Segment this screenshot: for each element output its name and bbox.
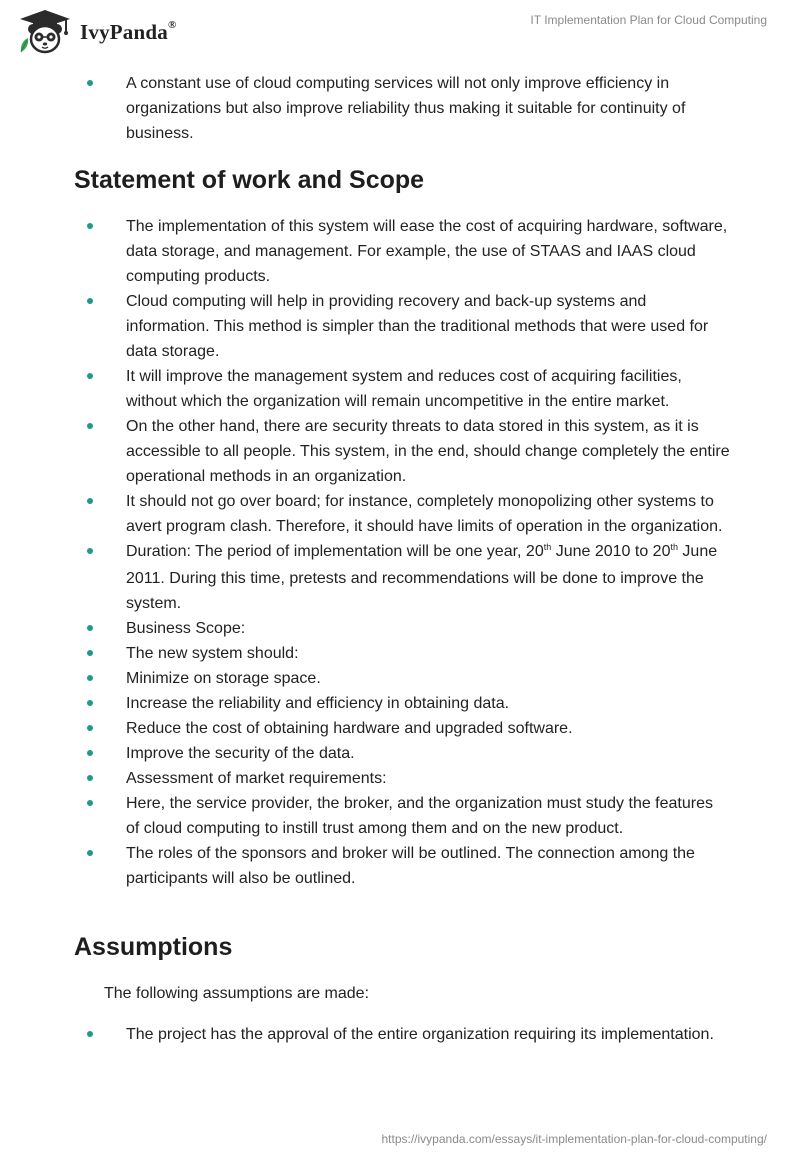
ivypanda-logo[interactable]	[16, 8, 176, 56]
list-item: On the other hand, there are security threats to data stored in this system, as it is accessible to all people. This system, in the end, should change completely the entire operational methods in an organization.	[0, 414, 800, 489]
bullet-dot-icon	[87, 850, 93, 856]
panda-graduate-icon	[16, 8, 74, 56]
list-item: Here, the service provider, the broker, and the organization must study the features of cloud computing to instill trust among them and on the new product.	[0, 791, 800, 841]
bullet-dot-icon	[87, 373, 93, 379]
assumptions-bullet-list	[0, 1022, 800, 1047]
bullet-dot-icon	[87, 725, 93, 731]
bullet-dot-icon	[87, 423, 93, 429]
brand-name: IvyPanda®	[80, 18, 177, 44]
bullet-dot-icon	[87, 800, 93, 806]
list-item: A constant use of cloud computing services will not only improve efficiency in organizations but also improve reliability thus making it suitable for continuity of business.	[0, 71, 800, 146]
list-item: The new system should:	[0, 641, 800, 666]
list-item: Business Scope:	[0, 616, 800, 641]
list-item: It will improve the management system and reduces cost of acquiring facilities, without which the organization will remain uncompetitive in the entire market.	[0, 364, 800, 414]
bullet-dot-icon	[87, 650, 93, 656]
intro-bullet-list	[0, 71, 800, 146]
scope-bullet-list	[0, 214, 800, 891]
list-item: Improve the security of the data.	[0, 741, 800, 766]
list-item: The implementation of this system will ease the cost of acquiring hardware, software, data storage, and management. For example, the use of STAAS and IAAS cloud computing products.	[0, 214, 800, 289]
bullet-dot-icon	[87, 1031, 93, 1037]
bullet-dot-icon	[87, 750, 93, 756]
bullet-dot-icon	[87, 775, 93, 781]
bullet-dot-icon	[87, 548, 93, 554]
bullet-dot-icon	[87, 625, 93, 631]
bullet-dot-icon	[87, 223, 93, 229]
bullet-dot-icon	[87, 498, 93, 504]
assumptions-intro: The following assumptions are made:	[104, 985, 370, 1002]
list-item: Assessment of market requirements:	[0, 766, 800, 791]
document-title: IT Implementation Plan for Cloud Computing	[530, 13, 767, 27]
list-item: Cloud computing will help in providing recovery and back-up systems and information. This method is simpler than the traditional methods that were used for data storage.	[0, 289, 800, 364]
list-item: The roles of the sponsors and broker will be outlined. The connection among the participants will also be outlined.	[0, 841, 800, 891]
bullet-dot-icon	[87, 298, 93, 304]
bullet-dot-icon	[87, 675, 93, 681]
bullet-dot-icon	[87, 80, 93, 86]
list-item: The project has the approval of the entire organization requiring its implementation.	[0, 1022, 800, 1047]
list-item: Minimize on storage space.	[0, 666, 800, 691]
bullet-dot-icon	[87, 700, 93, 706]
list-item: It should not go over board; for instance, completely monopolizing other systems to avert program clash. Therefore, it should have limits of operation in the organization.	[0, 489, 800, 539]
section-heading-assumptions: Assumptions	[74, 933, 233, 961]
page-header	[0, 0, 800, 64]
list-item: Reduce the cost of obtaining hardware and upgraded software.	[0, 716, 800, 741]
list-item-duration: Duration: The period of implementation will be one year, 20th June 2010 to 20th June 2011. During this time, pretests and recommendations will be done to improve the system.	[0, 539, 800, 616]
list-item: Increase the reliability and efficiency in obtaining data.	[0, 691, 800, 716]
section-heading-scope: Statement of work and Scope	[74, 166, 425, 194]
source-url-link[interactable]: https://ivypanda.com/essays/it-implementation-plan-for-cloud-computing/	[381, 1132, 767, 1146]
